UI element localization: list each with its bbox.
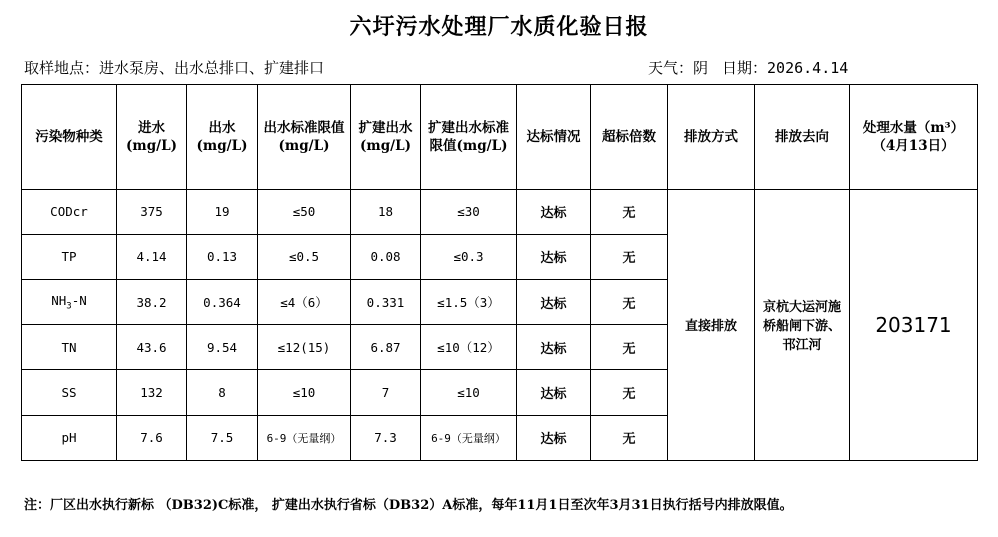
ext-out-value: 18 (351, 189, 421, 234)
outflow-value: 0.364 (187, 280, 258, 325)
header-exceed: 超标倍数 (591, 85, 668, 190)
exceed-value: 无 (591, 415, 668, 460)
header-dest: 排放去向 (755, 85, 850, 190)
ext-out-value: 0.08 (351, 234, 421, 279)
status-value: 达标 (517, 234, 591, 279)
weather-date-line (648, 57, 848, 78)
limit-value: ≤10 (258, 370, 351, 415)
status-value: 达标 (517, 189, 591, 234)
exceed-value: 无 (591, 280, 668, 325)
inflow-value: 375 (117, 189, 187, 234)
pollutant-name: TP (22, 234, 117, 279)
ext-limit-value: ≤10（12） (421, 325, 517, 370)
pollutant-name: SS (22, 370, 117, 415)
header-limit: 出水标准限值(mg/L) (258, 85, 351, 190)
ext-limit-value: ≤1.5（3） (421, 280, 517, 325)
date-label: 日期：2026.4.14 (722, 59, 849, 77)
outflow-value: 7.5 (187, 415, 258, 460)
ext-out-value: 6.87 (351, 325, 421, 370)
header-inflow: 进水(mg/L) (117, 85, 187, 190)
header-ext-out: 扩建出水(mg/L) (351, 85, 421, 190)
outflow-value: 0.13 (187, 234, 258, 279)
inflow-value: 4.14 (117, 234, 187, 279)
status-value: 达标 (517, 325, 591, 370)
exceed-value: 无 (591, 325, 668, 370)
exceed-value: 无 (591, 370, 668, 415)
pollutant-name: $NH_3-N$ (22, 280, 117, 325)
weather-label: 天气：阴 (648, 59, 709, 77)
status-value: 达标 (517, 280, 591, 325)
outflow-value: 19 (187, 189, 258, 234)
header-volume-unit: 处理水量（m³） (862, 119, 965, 136)
report-title: 六圩污水处理厂水质化验日报 (349, 14, 649, 40)
discharge-destination: 京杭大运河施桥船闸下游、邗江河 (755, 189, 850, 460)
outflow-value: 9.54 (187, 325, 258, 370)
discharge-method: 直接排放 (668, 189, 755, 460)
header-ext-limit: 扩建出水标准限值(mg/L) (421, 85, 517, 190)
header-volume-date: （4月13日） (872, 137, 955, 154)
table-row (22, 189, 978, 234)
limit-value: ≤12(15) (258, 325, 351, 370)
sampling-location: 取样地点：进水泵房、出水总排口、扩建排口 (24, 59, 325, 77)
pollutant-name: TN (22, 325, 117, 370)
pollutant-name: pH (22, 415, 117, 460)
ext-limit-value: ≤0.3 (421, 234, 517, 279)
ext-limit-value: ≤10 (421, 370, 517, 415)
ext-out-value: 0.331 (351, 280, 421, 325)
status-value: 达标 (517, 370, 591, 415)
inflow-value: 38.2 (117, 280, 187, 325)
water-quality-table (21, 84, 978, 461)
header-status: 达标情况 (517, 85, 591, 190)
limit-value: ≤0.5 (258, 234, 351, 279)
limit-value: 6-9（无量纲） (258, 415, 351, 460)
exceed-value: 无 (591, 189, 668, 234)
header-volume (850, 85, 978, 190)
treated-volume: 203171 (850, 189, 978, 460)
header-outflow: 出水(mg/L) (187, 85, 258, 190)
inflow-value: 7.6 (117, 415, 187, 460)
inflow-value: 132 (117, 370, 187, 415)
ext-limit-value: ≤30 (421, 189, 517, 234)
status-value: 达标 (517, 415, 591, 460)
footnote: 注：厂区出水执行新标 （DB32)C标准， 扩建出水执行省标（DB32）A标准，每年11月1日至次年3月31日执行括号内排放限值。 (24, 498, 793, 513)
inflow-value: 43.6 (117, 325, 187, 370)
pollutant-name: CODcr (22, 189, 117, 234)
header-pollutant: 污染物种类 (22, 85, 117, 190)
limit-value: ≤4（6） (258, 280, 351, 325)
limit-value: ≤50 (258, 189, 351, 234)
ext-out-value: 7.3 (351, 415, 421, 460)
outflow-value: 8 (187, 370, 258, 415)
header-method: 排放方式 (668, 85, 755, 190)
ext-out-value: 7 (351, 370, 421, 415)
exceed-value: 无 (591, 234, 668, 279)
ext-limit-value: 6-9（无量纲） (421, 415, 517, 460)
table-header-row (22, 85, 978, 190)
